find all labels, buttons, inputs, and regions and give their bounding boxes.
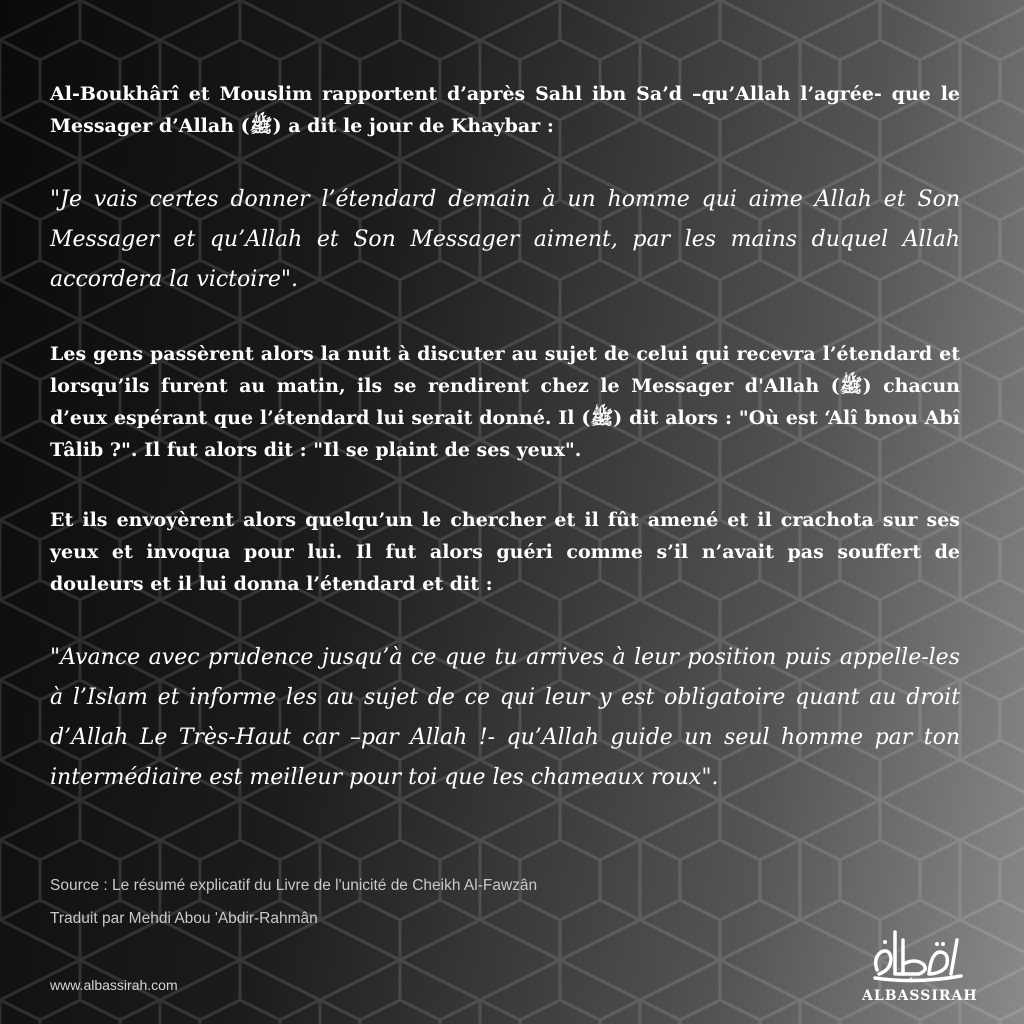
paragraph-people-waiting: Les gens passèrent alors la nuit à discuter au sujet de celui qui recevra l’étendard et lorsqu’ils furent au matin, ils se rendirent chez le Messager d'Allah (ﷺ) chacun d’eux espérant que l’étendard lui serait donné. Il (ﷺ) dit alors : "Où est ‘Alî bnou Abî Tâlib ?". Il fut alors dit : "Il se plaint de ses yeux". <box>50 343 960 461</box>
logo-wordmark: ALBASSIRAH <box>862 988 978 1004</box>
paragraph-intro: Al-Boukhârî et Mouslim rapportent d’après Sahl ibn Sa’d –qu’Allah l’agrée- que le Messager d’Allah (ﷺ) a dit le jour de Khaybar : <box>50 83 960 137</box>
paragraph-healing: Et ils envoyèrent alors quelqu’un le chercher et il fût amené et il crachota sur ses yeux et invoqua pour lui. Il fut alors guéri comme s’il n’avait pas souffert de douleurs et il lui donna l’étendard et dit : <box>50 509 960 595</box>
quote-hadith-advice: "Avance avec prudence jusqu’à ce que tu arrives à leur position puis appelle-les à l’Islam et informe les au sujet de ce qui leur y est obligatoire quant au droit d’Allah Le Très-Haut car –par Allah !- qu’Allah guide un seul homme par ton intermédiaire est meilleur pour toi que les chameaux roux". <box>50 645 960 790</box>
albassirah-calligraphy-logo-icon <box>867 918 967 986</box>
article-body <box>50 78 960 836</box>
source-line: Source : Le résumé explicatif du Livre de l'unicité de Cheikh Al-Fawzân <box>50 877 538 894</box>
quote-hadith-promise: "Je vais certes donner l’étendard demain à un homme qui aime Allah et Son Messager et qu’Allah et Son Messager aiment, par les mains duquel Allah accordera la victoire". <box>50 187 960 292</box>
albassirah-logo <box>862 918 978 1004</box>
website-link[interactable]: www.albassirah.com <box>50 977 178 993</box>
translator-line: Traduit par Mehdi Abou 'Abdir-Rahmân <box>50 910 318 927</box>
